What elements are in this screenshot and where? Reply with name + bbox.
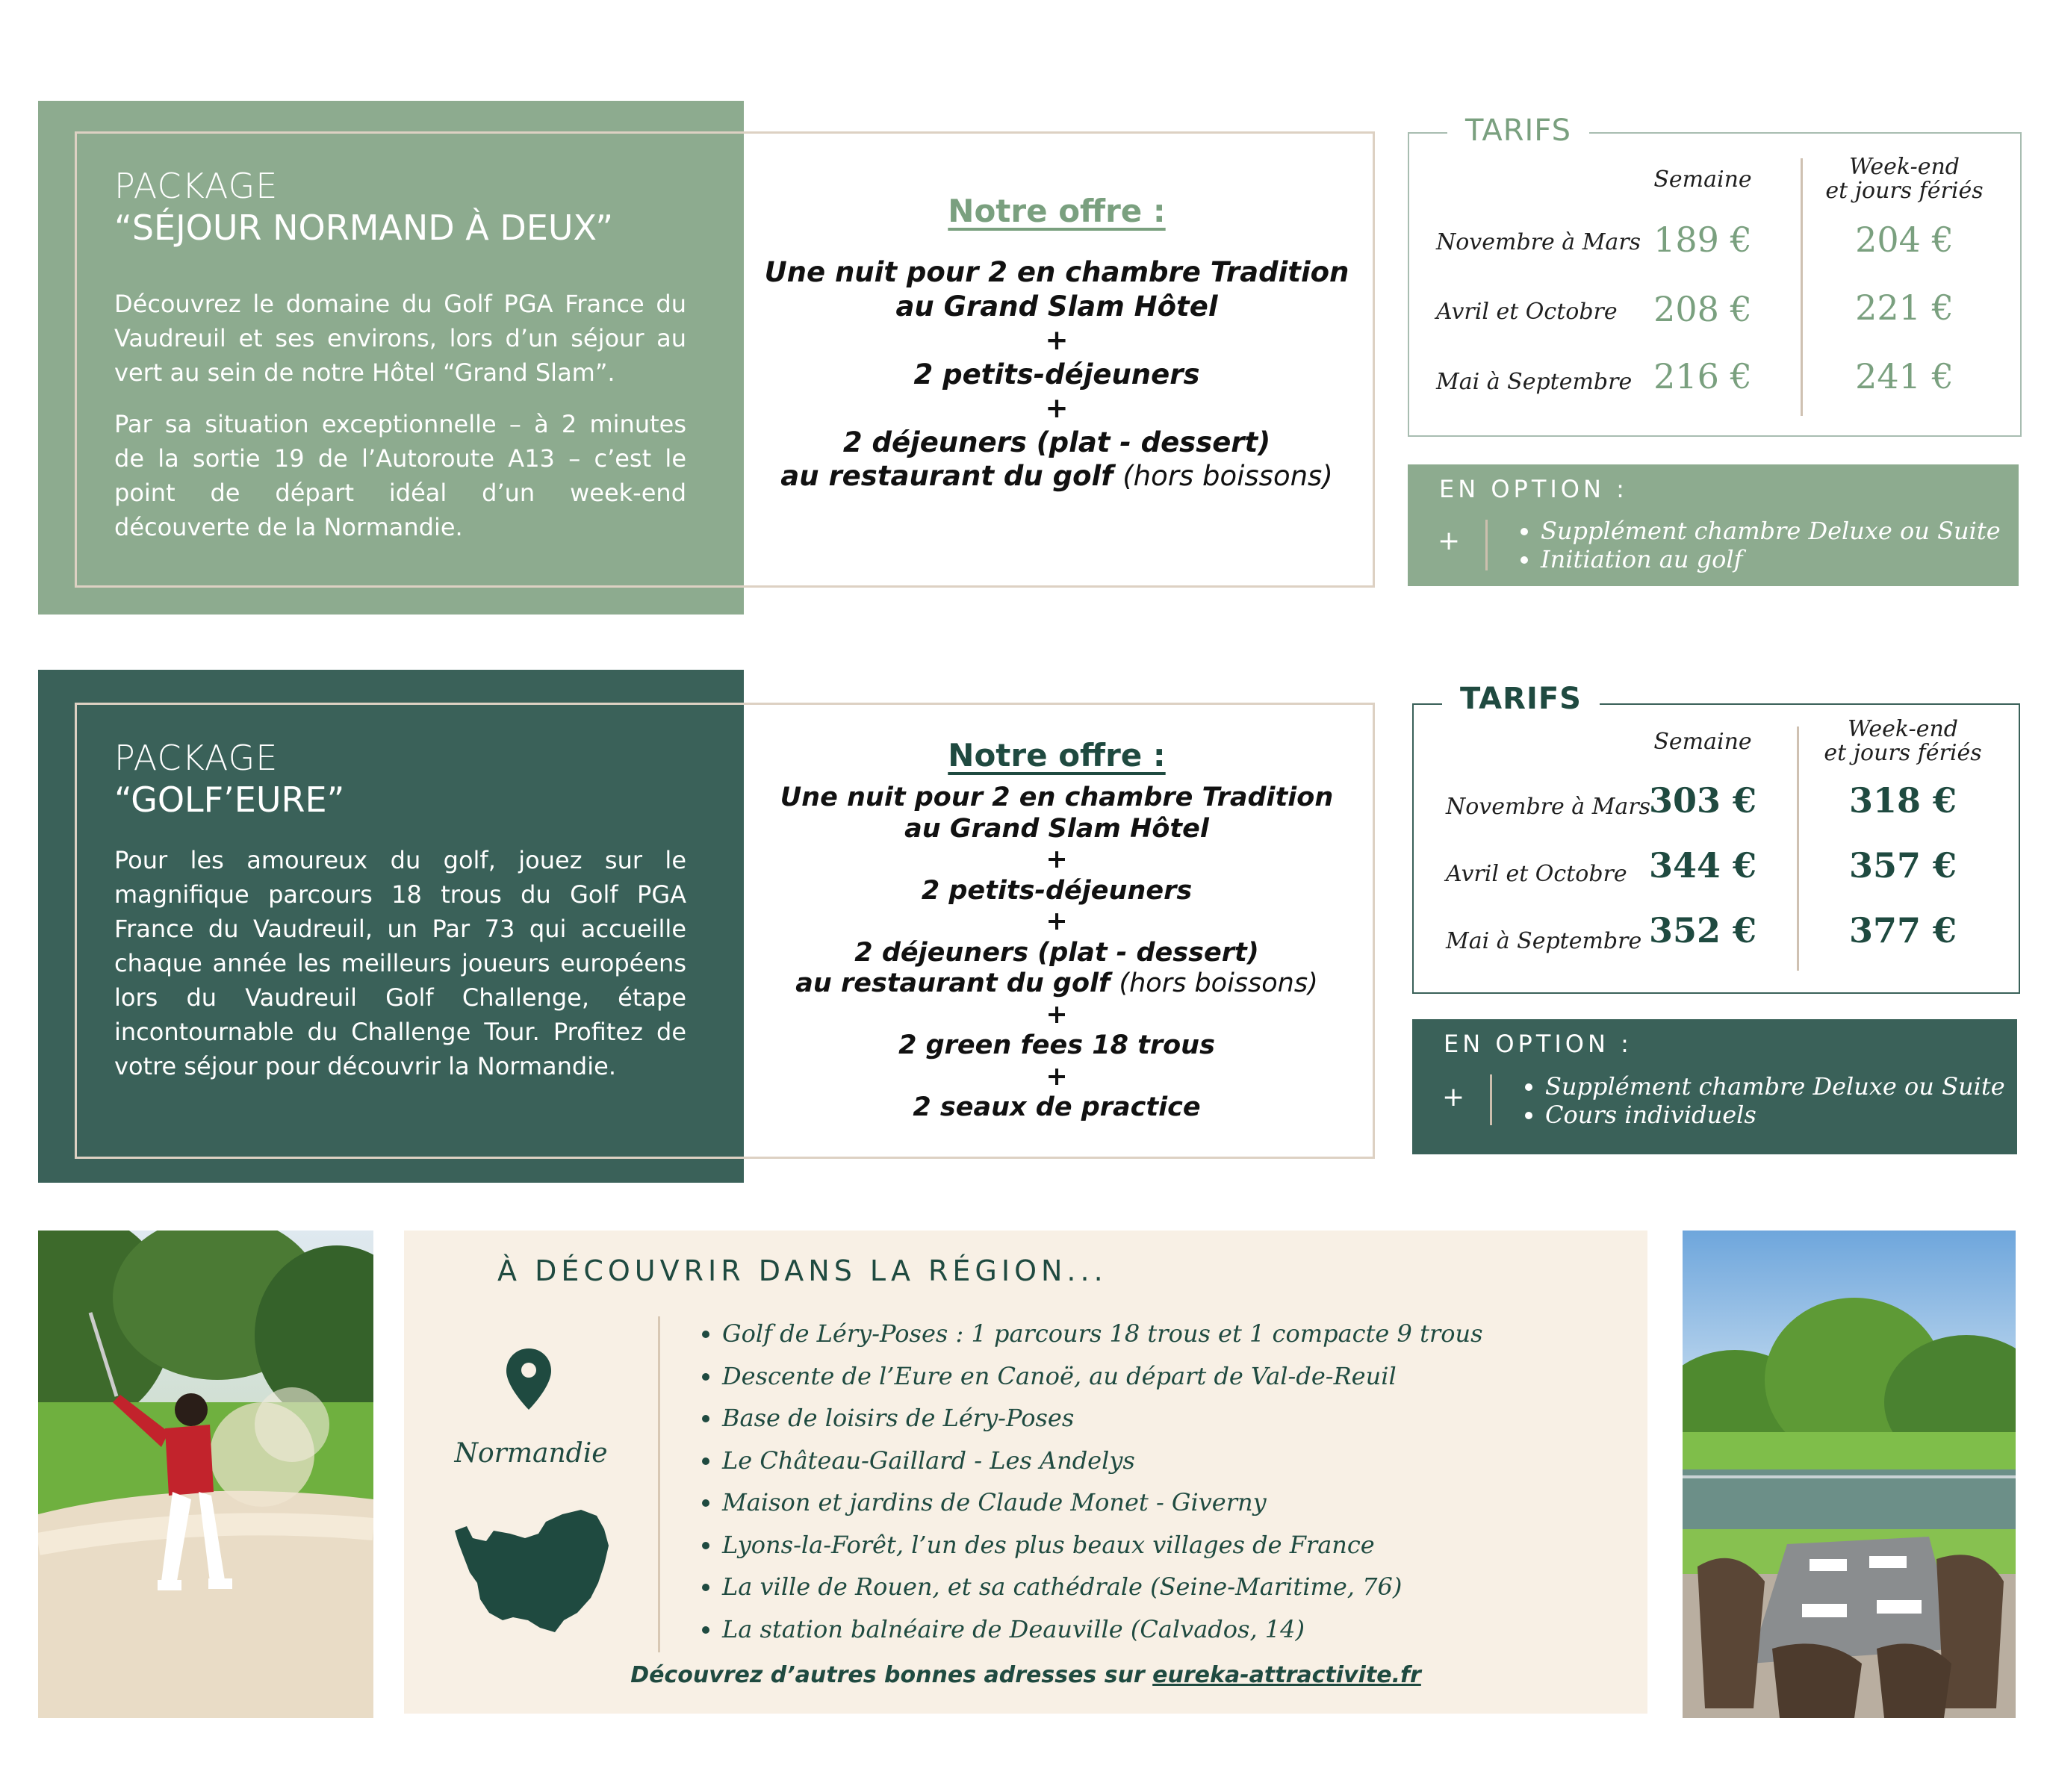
price-week: 352 €: [1648, 910, 1757, 951]
region-separator: [658, 1316, 660, 1652]
price-weekend: 357 €: [1848, 845, 1957, 886]
col-head-weekend-line2: et jours fériés: [1825, 178, 1984, 204]
region-location-name: Normandie: [454, 1438, 608, 1469]
offer-line-light: (hors boissons): [1122, 460, 1333, 492]
option-item: • Cours individuels: [1545, 1101, 2005, 1129]
package1-offer-title: Notre offre :: [948, 193, 1166, 229]
options-title: EN OPTION :: [1439, 475, 1628, 503]
package1-options: [1408, 464, 2019, 586]
offer-line: Une nuit pour 2 en chambre Tradition: [764, 256, 1349, 288]
tarif-separator: [1801, 158, 1803, 416]
plus-icon: +: [1442, 1082, 1465, 1113]
option-item: • Initiation au golf: [1541, 545, 2001, 573]
golfer-photo: [38, 1231, 373, 1718]
offer-plus: +: [1046, 1061, 1068, 1092]
eureka-link[interactable]: eureka-attractivite.fr: [1152, 1662, 1421, 1688]
tarif-row-label: Mai à Septembre: [1436, 369, 1633, 395]
option-item: • Supplément chambre Deluxe ou Suite: [1545, 1072, 2005, 1101]
tarif-row-label: Novembre à Mars: [1446, 794, 1651, 820]
offer-line: 2 seaux de practice: [913, 1092, 1201, 1122]
offer-line: Une nuit pour 2 en chambre Tradition: [780, 783, 1334, 812]
package1-kicker: PACKAGE: [114, 166, 279, 206]
region-item: • Descente de l’Eure en Canoë, au départ de Val-de-Reuil: [722, 1355, 1483, 1398]
region-item: • La ville de Rouen, et sa cathédrale (Seine-Maritime, 76): [722, 1566, 1483, 1608]
options-separator: [1485, 520, 1488, 570]
tarif-separator: [1797, 727, 1799, 971]
options-title: EN OPTION :: [1444, 1030, 1633, 1058]
region-footer: [404, 1662, 1647, 1688]
package2-title: “GOLF’EURE”: [114, 780, 345, 820]
package1-title: “SÉJOUR NORMAND À DEUX”: [114, 208, 614, 248]
region-item: • Maison et jardins de Claude Monet - Giverny: [722, 1481, 1483, 1524]
col-head-weekend-line2: et jours fériés: [1824, 740, 1982, 766]
offer-plus: +: [1045, 324, 1069, 356]
price-week: 303 €: [1648, 780, 1757, 821]
region-item: • Lyons-la-Forêt, l’un des plus beaux villages de France: [722, 1524, 1483, 1567]
offer-line: 2 green fees 18 trous: [898, 1030, 1215, 1060]
offer-plus: +: [1046, 906, 1068, 936]
region-panel: [404, 1231, 1647, 1714]
price-week: 216 €: [1653, 356, 1752, 396]
offer-line: [747, 459, 1367, 494]
option-item: • Supplément chambre Deluxe ou Suite: [1541, 517, 2001, 545]
price-weekend: 318 €: [1848, 780, 1957, 821]
offer-line: 2 petits-déjeuners: [913, 358, 1200, 391]
normandie-map-icon: [450, 1508, 611, 1634]
region-item: • Base de loisirs de Léry-Poses: [722, 1397, 1483, 1440]
plus-icon: +: [1438, 526, 1461, 556]
package2-offer: [747, 783, 1367, 1124]
tarif-row-label: Avril et Octobre: [1446, 861, 1627, 887]
col-head-weekend: [1815, 155, 1994, 203]
offer-line: [747, 968, 1367, 1000]
offer-line: 2 petits-déjeuners: [921, 875, 1193, 906]
tarif-row-label: Avril et Octobre: [1436, 299, 1618, 325]
offer-line-bold: au restaurant du golf: [795, 968, 1111, 998]
offer-line: au Grand Slam Hôtel: [895, 290, 1218, 323]
price-weekend: 377 €: [1848, 910, 1957, 951]
options-separator: [1490, 1074, 1492, 1125]
package2-options: [1412, 1019, 2017, 1154]
options-list: [1515, 517, 2001, 573]
offer-plus: +: [1046, 999, 1068, 1030]
tarif-row-label: Mai à Septembre: [1446, 928, 1642, 954]
package1-tarifs-title: TARIFS: [1447, 113, 1589, 148]
package1-description: Découvrez le domaine du Golf PGA France du Vaudreuil et ses environs, lors d’un séjour au vert au sein de notre Hôtel “Grand Slam”.: [114, 290, 686, 387]
region-item: • Le Château-Gaillard - Les Andelys: [722, 1440, 1483, 1482]
package2-offer-title: Notre offre :: [948, 737, 1166, 774]
region-footer-text: Découvrez d’autres bonnes adresses sur: [630, 1662, 1153, 1688]
options-list: [1520, 1072, 2005, 1129]
price-week: 189 €: [1653, 220, 1752, 260]
col-head-semaine: Semaine: [1653, 729, 1752, 755]
offer-line: au Grand Slam Hôtel: [904, 813, 1209, 844]
package2-description: Pour les amoureux du golf, jouez sur le magnifique parcours 18 trous du Golf PGA France du Vaudreuil, un Par 73 qui accueille chaque année les meilleurs joueurs européens lors du Vaudreuil Golf Challenge, étape incontournable du Challenge Tour. Profitez de votre séjour pour découvrir la Normandie.: [114, 846, 686, 1080]
package2-kicker: PACKAGE: [114, 738, 279, 778]
price-weekend: 241 €: [1855, 356, 1954, 396]
offer-line-bold: au restaurant du golf: [780, 460, 1113, 492]
col-head-semaine: Semaine: [1653, 167, 1752, 193]
price-weekend: 221 €: [1855, 287, 1954, 328]
golfer-photo-image: [38, 1231, 373, 1718]
region-item: • La station balnéaire de Deauville (Calvados, 14): [722, 1608, 1483, 1651]
terrace-photo: [1683, 1231, 2016, 1718]
col-head-weekend-line1: Week-end: [1848, 716, 1958, 742]
price-week: 208 €: [1653, 289, 1752, 329]
terrace-photo-image: [1683, 1231, 2016, 1718]
offer-line: 2 déjeuners (plat - dessert): [854, 937, 1259, 968]
col-head-weekend-line1: Week-end: [1849, 154, 1960, 180]
offer-plus: +: [1046, 844, 1068, 874]
price-week: 344 €: [1648, 845, 1757, 886]
region-title: À DÉCOUVRIR DANS LA RÉGION...: [497, 1254, 1108, 1287]
tarif-row-label: Novembre à Mars: [1436, 229, 1641, 255]
package2-tarifs-title: TARIFS: [1442, 682, 1600, 716]
package1-description-2: Par sa situation exceptionnelle – à 2 minutes de la sortie 19 de l’Autoroute A13 – c’est le point de départ idéal d’un week-end découverte de la Normandie.: [114, 410, 686, 541]
map-pin-icon: [506, 1348, 551, 1410]
region-item: • Golf de Léry-Poses : 1 parcours 18 trous et 1 compacte 9 trous: [722, 1313, 1483, 1355]
region-list: [695, 1313, 1483, 1650]
offer-line-light: (hors boissons): [1119, 968, 1318, 998]
offer-line: 2 déjeuners (plat - dessert): [842, 426, 1271, 458]
offer-plus: +: [1045, 392, 1069, 424]
col-head-weekend: [1813, 718, 1992, 765]
package1-offer: [747, 255, 1367, 494]
price-weekend: 204 €: [1855, 220, 1954, 260]
